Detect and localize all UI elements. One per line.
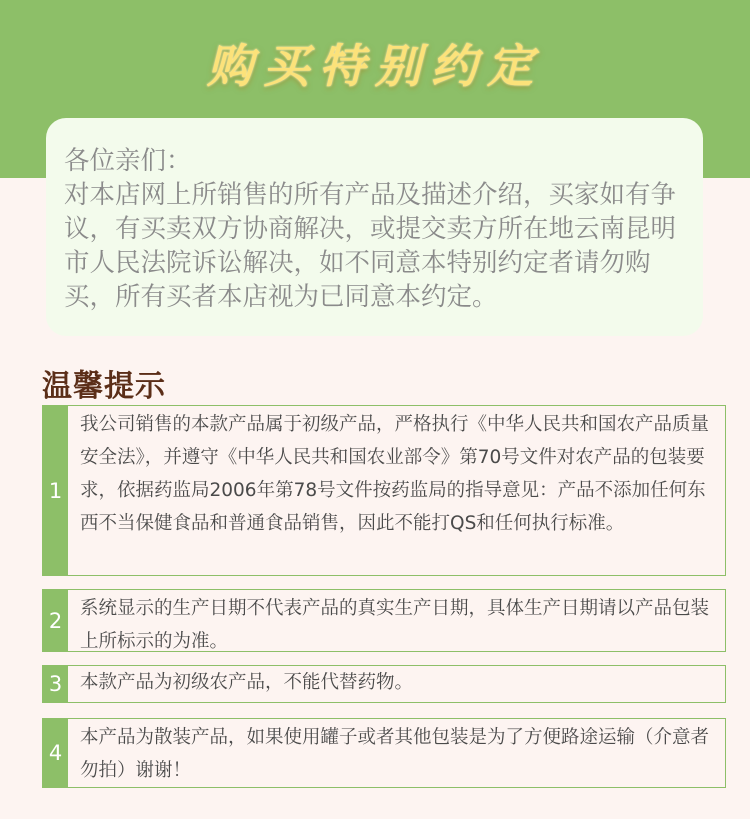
tip-text: 本款产品为初级农产品，不能代替药物。 bbox=[80, 672, 414, 693]
tips-heading: 温馨提示 bbox=[42, 369, 166, 404]
tip-item-1 bbox=[42, 405, 726, 576]
tip-item-2 bbox=[42, 589, 726, 652]
notice-card bbox=[46, 118, 703, 336]
tip-text: 我公司销售的本款产品属于初级产品，严格执行《中华人民共和国农产品质量安全法》，并遵守《中华人民共和国农业部令》第70号文件对农产品的包装要求，依据药监局2006年第78号文件按药监局的指导意见：产品不添加任何东西不当保健食品和普通食品销售，因此不能打QS和任何执行标准。 bbox=[80, 414, 710, 534]
notice-body: 对本店网上所销售的所有产品及描述介绍，买家如有争议，有买卖双方协商解决，或提交卖方所在地云南昆明市人民法院诉讼解决，如不同意本特别约定者请勿购买，所有买者本店视为已同意本约定。 bbox=[64, 180, 677, 312]
tip-text: 系统显示的生产日期不代表产品的真实生产日期，具体生产日期请以产品包装上所标示的为准。 bbox=[80, 598, 710, 652]
tip-number: 4 bbox=[43, 719, 68, 787]
banner-title: 购买特别约定 bbox=[207, 39, 543, 93]
tip-item-3 bbox=[42, 665, 726, 703]
tip-number: 3 bbox=[43, 666, 68, 702]
tip-number: 2 bbox=[43, 590, 68, 651]
notice-greeting: 各位亲们： bbox=[64, 146, 192, 176]
tip-item-4 bbox=[42, 718, 726, 788]
tip-number: 1 bbox=[43, 406, 68, 575]
tip-text: 本产品为散装产品，如果使用罐子或者其他包装是为了方便路途运输（介意者勿拍）谢谢！ bbox=[80, 727, 710, 781]
